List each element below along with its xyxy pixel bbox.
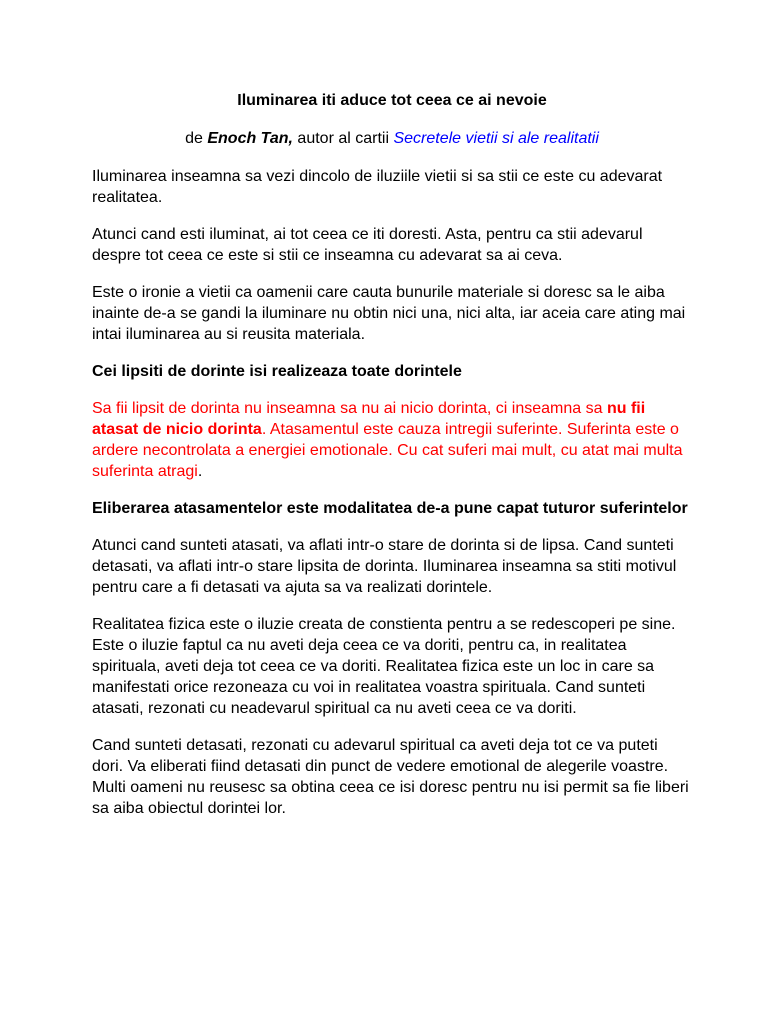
paragraph-6: Cand sunteti detasati, rezonati cu adevarul spiritual ca aveti deja tot ce va puteti dori. Va eliberati fiind detasati din punct de vedere emotional de alegerile voastre. Multi oameni nu reusesc sa obtina ceea ce isi doresc pentru nu isi permit sa fie liberi sa aiba obiectul dorintei lor. [92,737,689,817]
red-paragraph-part2: . Atasamentul este cauza intregii suferinte. Suferinta este o ardere necontrolata a energiei emotionale. Cu cat suferi mai mult, cu atat mai multa suferinta atragi [92,421,683,480]
document-body [92,90,692,835]
document-title: Iluminarea iti aduce tot ceea ce ai nevoie [237,92,547,109]
author-name: Enoch Tan, [207,130,293,147]
red-paragraph [92,398,692,482]
paragraph-1: Iluminarea inseamna sa vezi dincolo de iluziile vietii si sa stii ce este cu adevarat realitatea. [92,168,663,206]
paragraph-4: Atunci cand sunteti atasati, va aflati intr-o stare de dorinta si de lipsa. Cand sunteti detasati, va aflati intr-o stare lipsita de dorinta. Iluminarea inseamna sa stiti motivul pentru care a fi detasati va ajuta sa va realizati dorintele. [92,537,677,596]
paragraph-3: Este o ironie a vietii ca oamenii care cauta bunurile materiale si doresc sa le aiba inainte de-a se gandi la iluminare nu obtin nici una, nici alta, iar aceia care ating mai intai iluminarea au si reusita materiala. [92,284,686,343]
book-title: Secretele vietii si ale realitatii [393,130,599,147]
paragraph-5: Realitatea fizica este o iluzie creata de constienta pentru a se redescoperi pe sine. Este o iluzie faptul ca nu aveti deja ceea ce va doriti, pentru ca, in realitatea spirituala, aveti deja tot ceea ce va doriti. Realitatea fizica este un loc in care sa manifestati orice rezoneaza cu voi in realitatea voastra spirituala. Cand sunteti atasati, rezonati cu neadevarul spiritual ca nu aveti ceea ce va doriti. [92,616,676,717]
section-heading-1: Cei lipsiti de dorinte isi realizeaza toate dorintele [92,363,462,380]
byline-middle: autor al cartii [292,130,394,147]
red-paragraph-part1: Sa fii lipsit de dorinta nu inseamna sa nu ai nicio dorinta, ci inseamna sa [92,400,607,417]
section-heading-2: Eliberarea atasamentelor este modalitatea de-a pune capat tuturor suferintelor [92,500,688,517]
paragraph-2: Atunci cand esti iluminat, ai tot ceea ce iti doresti. Asta, pentru ca stii adevarul despre tot ceea ce este si stii ce inseamna cu adevarat sa ai ceva. [92,226,643,264]
byline [92,128,692,149]
red-paragraph-bold: nu fii atasat de nicio dorinta [92,400,646,438]
byline-prefix: de [185,130,208,147]
red-paragraph-end: . [197,463,203,480]
